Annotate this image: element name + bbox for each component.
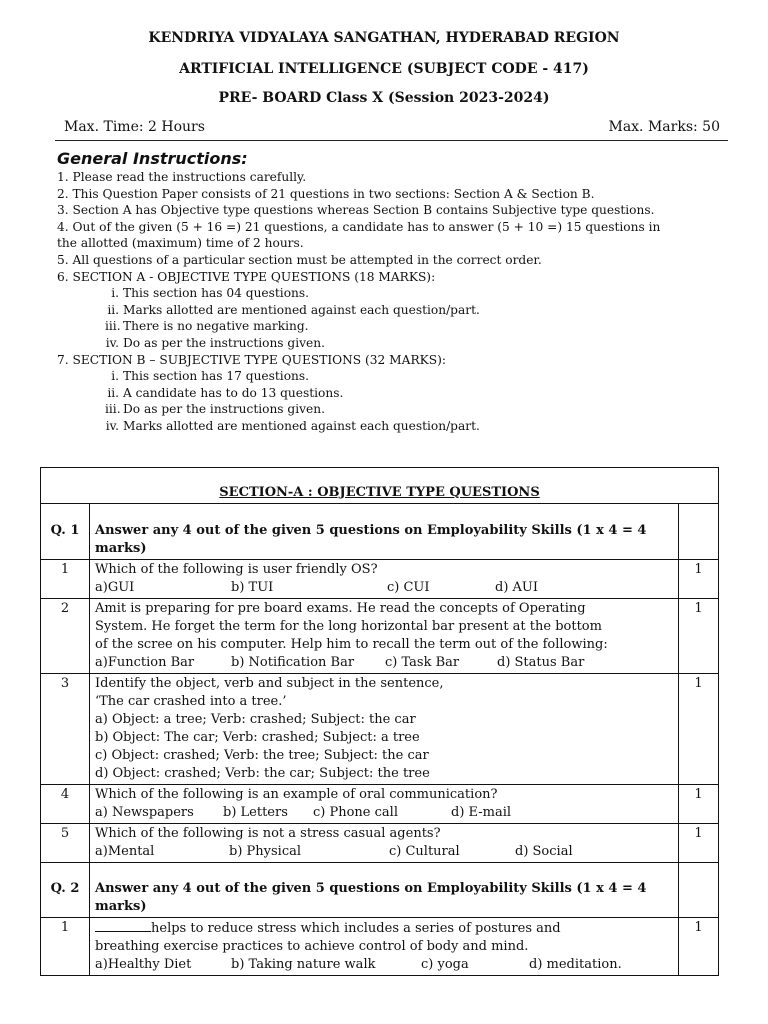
options-row	[95, 804, 673, 822]
question-text: Answer any 4 out of the given 5 questions on Employability Skills (1 x 4 = 4 marks)	[90, 504, 679, 560]
part-text: ‘The car crashed into a tree.’	[95, 694, 287, 709]
option: b) Notification Bar	[231, 655, 355, 670]
part-number: 4	[41, 785, 90, 824]
option: b) Taking nature walk	[231, 957, 376, 972]
option: a)Function Bar	[95, 655, 195, 670]
part-text: of the scree on his computer. Help him to recall the term out of the following:	[95, 637, 608, 652]
option: a)GUI	[95, 580, 135, 595]
part-content	[90, 918, 679, 976]
marks: 1	[679, 674, 719, 785]
table-row	[41, 824, 719, 863]
option: b) Letters	[223, 805, 288, 820]
table-row	[41, 918, 719, 976]
subject-title: ARTIFICIAL INTELLIGENCE (SUBJECT CODE - 417)	[179, 61, 589, 77]
instruction-item: 1. Please read the instructions carefully.	[57, 170, 307, 184]
marks: 1	[679, 918, 719, 976]
part-text: c) Object: crashed; Verb: the tree; Subject: the car	[95, 748, 429, 763]
part-content	[90, 785, 679, 824]
marks: 1	[679, 785, 719, 824]
table-row	[41, 674, 719, 785]
section-a-point: i. This section has 04 questions.	[111, 286, 310, 301]
exam-title: PRE- BOARD Class X (Session 2023-2024)	[218, 90, 550, 106]
option: c) yoga	[421, 957, 469, 972]
section-b-point: ii. A candidate has to do 13 questions.	[107, 385, 344, 400]
part-text: d) Object: crashed; Verb: the car; Subject: the tree	[95, 766, 430, 781]
part-text: Which of the following is user friendly OS?	[95, 562, 378, 577]
option: d) Social	[515, 844, 573, 859]
max-marks: Max. Marks: 50	[608, 119, 720, 135]
part-content	[90, 560, 679, 599]
question-number: Q. 1	[41, 504, 90, 560]
question-row	[41, 504, 719, 560]
part-text: Identify the object, verb and subject in the sentence,	[95, 676, 444, 691]
option: c) Task Bar	[385, 655, 460, 670]
option: c) Phone call	[313, 805, 398, 820]
option: c) CUI	[387, 580, 430, 595]
part-content	[90, 824, 679, 863]
section-a-point: iii. There is no negative marking.	[105, 319, 309, 334]
question-table	[40, 467, 719, 976]
section-a-point: iv. Do as per the instructions given.	[105, 335, 325, 350]
part-content	[90, 599, 679, 674]
part-text: a) Object: a tree; Verb: crashed; Subject: the car	[95, 712, 416, 727]
option: d) Status Bar	[497, 655, 585, 670]
part-text: Which of the following is not a stress casual agents?	[95, 826, 441, 841]
section-a-point: ii. Marks allotted are mentioned against each question/part.	[107, 302, 480, 317]
options-row	[95, 579, 673, 597]
part-number: 3	[41, 674, 90, 785]
option: c) Cultural	[389, 844, 460, 859]
question-row	[41, 863, 719, 918]
table-row	[41, 599, 719, 674]
part-text: Which of the following is an example of oral communication?	[95, 787, 498, 802]
part-number: 1	[41, 918, 90, 976]
marks: 1	[679, 560, 719, 599]
instruction-item: 6. SECTION A - OBJECTIVE TYPE QUESTIONS (18 MARKS):	[57, 269, 436, 284]
options-row	[95, 843, 673, 861]
header-divider	[55, 140, 728, 141]
instruction-item: 7. SECTION B – SUBJECTIVE TYPE QUESTIONS (32 MARKS):	[57, 352, 446, 367]
marks: 1	[679, 599, 719, 674]
part-number: 1	[41, 560, 90, 599]
part-text: Amit is preparing for pre board exams. He read the concepts of Operating	[95, 601, 586, 616]
fill-in-blank	[95, 919, 151, 932]
option: d) meditation.	[529, 957, 622, 972]
part-text: b) Object: The car; Verb: crashed; Subject: a tree	[95, 730, 420, 745]
table-row	[41, 785, 719, 824]
question-text: Answer any 4 out of the given 5 questions on Employability Skills (1 x 4 = 4 marks)	[90, 863, 679, 918]
options-row	[95, 654, 673, 672]
option: d) E-mail	[451, 805, 512, 820]
section-b-point: iv. Marks allotted are mentioned against each question/part.	[105, 418, 480, 433]
section-b-point: iii. Do as per the instructions given.	[105, 402, 325, 417]
part-text: breathing exercise practices to achieve control of body and mind.	[95, 939, 529, 954]
option: b) TUI	[231, 580, 274, 595]
question-number: Q. 2	[41, 863, 90, 918]
marks-cell	[679, 863, 719, 918]
marks-cell	[679, 504, 719, 560]
part-text: helps to reduce stress which includes a series of postures and	[95, 919, 673, 938]
instruction-item: 3. Section A has Objective type questions whereas Section B contains Subjective type questions.	[57, 203, 655, 218]
option: a)Healthy Diet	[95, 957, 192, 972]
instruction-item: the allotted (maximum) time of 2 hours.	[57, 236, 304, 251]
instruction-item: 2. This Question Paper consists of 21 questions in two sections: Section A & Section B.	[57, 186, 595, 201]
option: d) AUI	[495, 580, 539, 595]
instructions-list	[57, 169, 717, 435]
option: a)Mental	[95, 844, 155, 859]
part-text: System. He forget the term for the long horizontal bar present at the bottom	[95, 619, 602, 634]
options-row	[95, 956, 673, 974]
instruction-item: 5. All questions of a particular section must be attempted in the correct order.	[57, 252, 542, 267]
part-number: 5	[41, 824, 90, 863]
max-time: Max. Time: 2 Hours	[64, 119, 205, 135]
marks: 1	[679, 824, 719, 863]
part-number: 2	[41, 599, 90, 674]
table-row	[41, 560, 719, 599]
instruction-item: 4. Out of the given (5 + 16 =) 21 questions, a candidate has to answer (5 + 10 =) 15 questions in	[57, 219, 661, 234]
option: b) Physical	[229, 844, 302, 859]
instructions-title: General Instructions:	[57, 149, 248, 168]
section-b-point: i. This section has 17 questions.	[111, 369, 310, 384]
section-a-title: SECTION-A : OBJECTIVE TYPE QUESTIONS	[41, 468, 719, 504]
part-content	[90, 674, 679, 785]
section-title-row	[41, 468, 719, 504]
option: a) Newspapers	[95, 805, 194, 820]
school-name: KENDRIYA VIDYALAYA SANGATHAN, HYDERABAD REGION	[148, 30, 620, 46]
